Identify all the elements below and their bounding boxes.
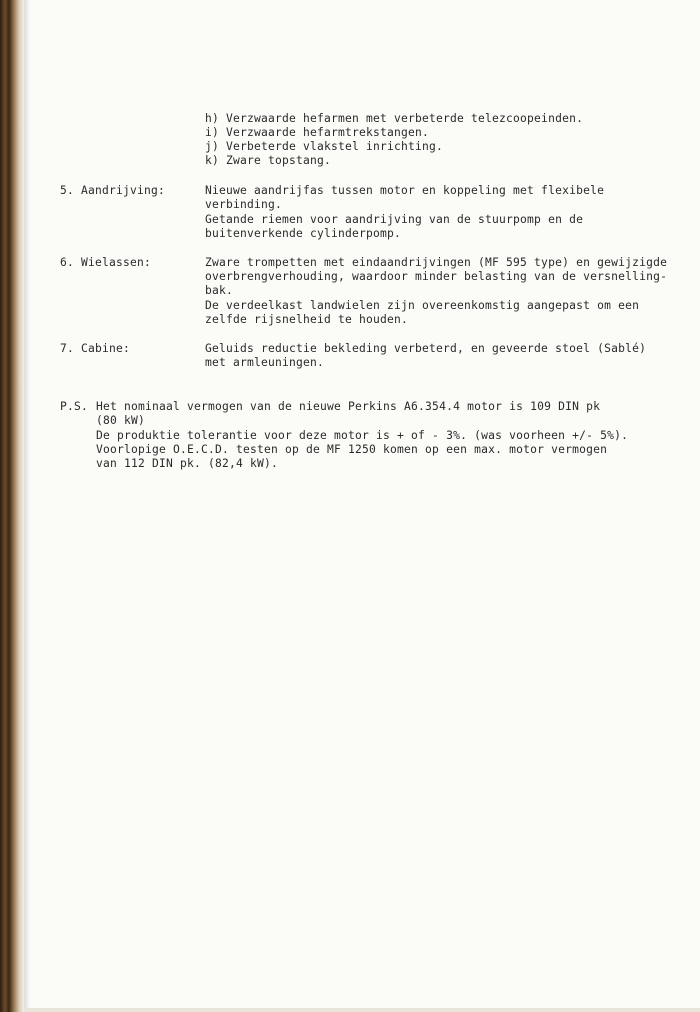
section-line: met armleuningen.	[205, 356, 325, 369]
section-line: buitenverkende cylinderpomp.	[205, 227, 402, 240]
ps-line: De produktie tolerantie voor deze motor is + of - 3%. (was voorheen +/- 5%).	[96, 429, 629, 442]
section-line: zelfde rijsnelheid te houden.	[205, 313, 409, 326]
list-item: k) Zware topstang.	[205, 154, 332, 167]
section-line: Getande riemen voor aandrijving van de stuurpomp en de	[205, 213, 584, 226]
section-label: 6. Wielassen:	[60, 256, 152, 269]
ps-line: (80 kW)	[96, 414, 146, 427]
ps-label: P.S.	[60, 400, 89, 413]
section-line: Geluids reductie bekleding verbeterd, en geveerde stoel (Sablé)	[205, 342, 647, 355]
list-item: j) Verbeterde vlakstel inrichting.	[205, 140, 444, 153]
section-line: De verdeelkast landwielen zijn overeenkomstig aangepast om een	[205, 299, 640, 312]
section-line: overbrengverhouding, waardoor minder belasting van de versnelling-	[205, 270, 668, 283]
section-label: 7. Cabine:	[60, 342, 131, 355]
page-bottom-edge	[24, 1008, 700, 1012]
section-line: Zware trompetten met eindaandrijvingen (MF 595 type) en gewijzigde	[205, 256, 668, 269]
ps-line: Voorlopige O.E.C.D. testen op de MF 1250 komen op een max. motor vermogen	[96, 443, 608, 456]
ps-line: Het nominaal vermogen van de nieuwe Perkins A6.354.4 motor is 109 DIN pk	[96, 400, 601, 413]
list-item: h) Verzwaarde hefarmen met verbeterde telezcoopeinden.	[205, 112, 584, 125]
page-gutter-shadow	[24, 0, 30, 1012]
ps-line: van 112 DIN pk. (82,4 kW).	[96, 457, 279, 470]
list-item: i) Verzwaarde hefarmtrekstangen.	[205, 126, 430, 139]
section-line: bak.	[205, 284, 234, 297]
section-line: Nieuwe aandrijfas tussen motor en koppeling met flexibele	[205, 184, 605, 197]
book-binding-edge	[0, 0, 24, 1012]
section-label: 5. Aandrijving:	[60, 184, 166, 197]
section-line: verbinding.	[205, 198, 283, 211]
